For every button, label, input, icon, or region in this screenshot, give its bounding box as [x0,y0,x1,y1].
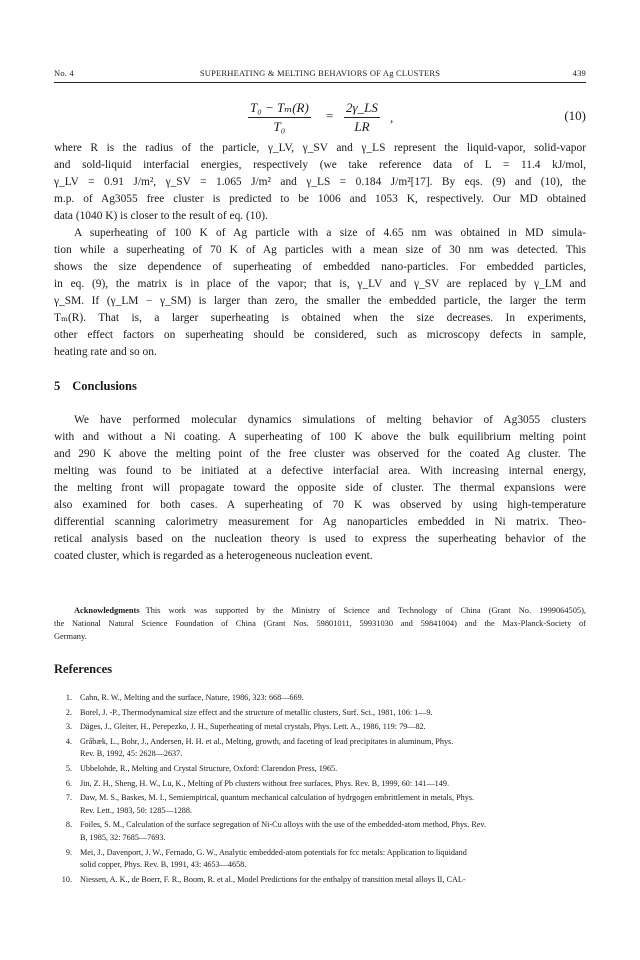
journal-issue: No. 4 [54,68,74,78]
text-line: in eq. (9), the matrix is in place of the vapor; that is, γ_LV and γ_SV are replaced by γ_LM and [54,278,586,290]
reference-text: Rev. B, 1992, 45: 2628—2637. [80,749,183,759]
reference-number: 1. [65,693,72,702]
equation-equals: = [326,108,334,123]
reference-item [54,707,586,720]
section-heading-conclusions [54,379,137,394]
equation-lhs-numerator: T₀ − Tₘ(R) [248,100,311,118]
acknowledgments [54,604,586,643]
reference-number: 5. [65,763,72,773]
reference-number: 9. [65,847,72,857]
running-title: SUPERHEATING & MELTING BEHAVIORS OF Ag CLUSTERS [199,68,441,78]
references-heading: References [54,662,113,676]
reference-text: Foiles, S. M., Calculation of the surface segregation of Ni-Cu alloys with the use of the embedded-atom method, Phys. Rev. [80,820,487,830]
equation-rhs-denominator: LR [354,119,370,134]
reference-text: Daw, M. S., Baskes, M. I., Semiempirical, quantum mechanical calculation of hydrgogen embrittlement in metals, Phys. [80,793,475,803]
reference-text: Jin, Z. H., Sheng, H. W., Lu, K., Melting of Pb clusters without free surfaces, Phys. Rev. B, 1999, 60: 141—149. [80,778,450,788]
running-head [54,68,586,82]
references-list [54,692,586,888]
reference-number: 4. [65,736,72,746]
reference-text: solid copper, Phys. Rev. B, 1991, 43: 4653—4658. [80,860,247,870]
reference-item [54,721,586,734]
ack-line [54,604,586,617]
reference-number: 10. [61,874,72,884]
reference-number: 3. [65,722,72,732]
text-line: heating rate and so on. [54,346,157,358]
equation-10 [54,100,586,132]
reference-item [54,819,586,844]
text-line: Tₘ(R). That is, a larger superheating is obtained when the size decreases. In experiments, [54,312,586,324]
reference-number: 6. [65,778,72,788]
reference-item [54,763,586,776]
ack-line: the National Natural Science Foundation of China (Grant Nos. 59801011, 59931030 and 59841004) and the Max-Planck-Society of [54,619,586,628]
text-line: where R is the radius of the particle, γ_LV, γ_SV and γ_LS represent the liquid-vapor, solid-vapor [54,142,586,154]
reference-text: B, 1985, 32: 7685—7693. [80,832,166,842]
text-line: the melting front will propagate toward the opposite side of cluster. The thermal expansions were [54,482,586,494]
reference-item [54,874,586,887]
reference-item [54,778,586,791]
reference-item [54,792,586,817]
text-line: We have performed molecular dynamics simulations of melting behavior of Ag3055 clusters [74,414,586,426]
text-line: also examined for both cases. A superheating of 70 K was observed by using high-temperature [54,499,586,511]
text-line: melting was found to be initiated at a defective interfacial area. With increasing internal energy, [54,465,586,477]
text-line: data (1040 K) is closer to the result of eq. (10). [54,210,268,222]
equation-number: (10) [564,108,586,123]
text-line: and 290 K above the melting point of the free cluster was observed for the coated Ag cluster. The [54,448,586,460]
reference-item [54,736,586,761]
reference-text: Niessen, A. K., de Boerr, F. R., Boom, R. et al., Model Predictions for the enthalpy of transition metal alloys II, CAL- [80,874,466,884]
equation-lhs-fraction [248,100,311,135]
ack-line: Germany. [54,632,87,641]
section-number: 5 [54,379,61,393]
header-rule [54,82,586,83]
reference-text: Gråbæk, L., Bohr, J., Andersen, H. H. et al., Melting, growth, and faceting of lead precipitates in aluminum, Phys. [80,736,454,746]
text-line: A superheating of 100 K of Ag particle with a size of 4.65 nm was obtained in MD simula- [74,227,586,239]
text-line: m.p. of Ag3055 free cluster is predicted to be 1006 and 1053 K, respectively. Our MD obtained [54,193,586,205]
text-line: γ_LV = 0.91 J/m², γ_SV = 1.065 J/m² and γ_LS = 0.184 J/m²[17]. By eqs. (9) and (10), the [54,176,586,188]
reference-text: Mei, J., Davenport, J. W., Fernado, G. W., Analytic embedded-atom potentials for fcc metals: Application to liquidand [80,847,467,857]
page-number: 439 [572,68,586,78]
text-line: and sold-liquid interfacial energies, respectively (we take reference data of L = 11.4 kJ/mol, [54,159,586,171]
reference-item [54,847,586,872]
equation-lhs-denominator: T₀ [273,119,286,134]
ack-label: Acknowledgments [74,606,140,615]
text-line: γ_SM. If (γ_LM − γ_SM) is larger than zero, the smaller the embedded particle, the larger the term [54,295,586,307]
reference-text: Rev. Lett., 1983, 50: 1285—1288. [80,805,193,815]
conclusions-paragraph [54,412,586,565]
body-paragraph-2 [54,225,586,361]
text-line: with and without a Ni coating. A superheating of 100 K above the bulk equilibrium melting point [54,431,586,443]
text-line: shows the size dependence of superheating of embedded nano-particles. For embedded particles, [54,261,586,273]
reference-text: Borel, J. -P., Thermodynamical size effect and the structure of metallic clusters, Surf. Sci., 1981, 106: 1—9. [80,707,433,717]
section-title: Conclusions [72,379,137,393]
reference-text: Däges, J., Gleiter, H., Perepezko, J. H., Superheating of metal crystals, Phys. Lett. A., 1986, 119: 79—82. [80,722,426,732]
text-line: tion while a superheating of 70 K of Ag particles with a mean size of 30 nm was detected. This [54,244,586,256]
reference-number: 2. [65,707,72,717]
body-paragraph-1 [54,140,586,225]
equation-rhs-numerator: 2γ_LS [344,100,380,118]
text-line: differential scanning calorimetry measurement for Ag nanoparticles embedded in Ni matrix. Theo- [54,516,586,528]
reference-number: 8. [65,820,72,830]
text-line: coated cluster, which is regarded as a heterogeneous nucleation event. [54,550,373,562]
reference-text: Cahn, R. W., Melting and the surface, Nature, 1986, 323: 668—669. [80,693,304,702]
equation-comma: , [390,110,394,125]
reference-number: 7. [65,793,72,803]
text-line: retical analysis based on the nucleation theory is used to express the superheating behavior of the [54,533,586,545]
reference-text: Ubbelohde, R., Melting and Crystal Structure, Oxford: Clarendon Press, 1965. [80,763,338,773]
text-line: other effect factors on superheating should be considered, such as microscopy defects in sample, [54,329,586,341]
ack-text: This work was supported by the Ministry of Science and Technology of China (Grant No. 1999064505), [145,606,586,615]
reference-item [54,692,586,705]
equation-rhs-fraction [344,100,380,135]
